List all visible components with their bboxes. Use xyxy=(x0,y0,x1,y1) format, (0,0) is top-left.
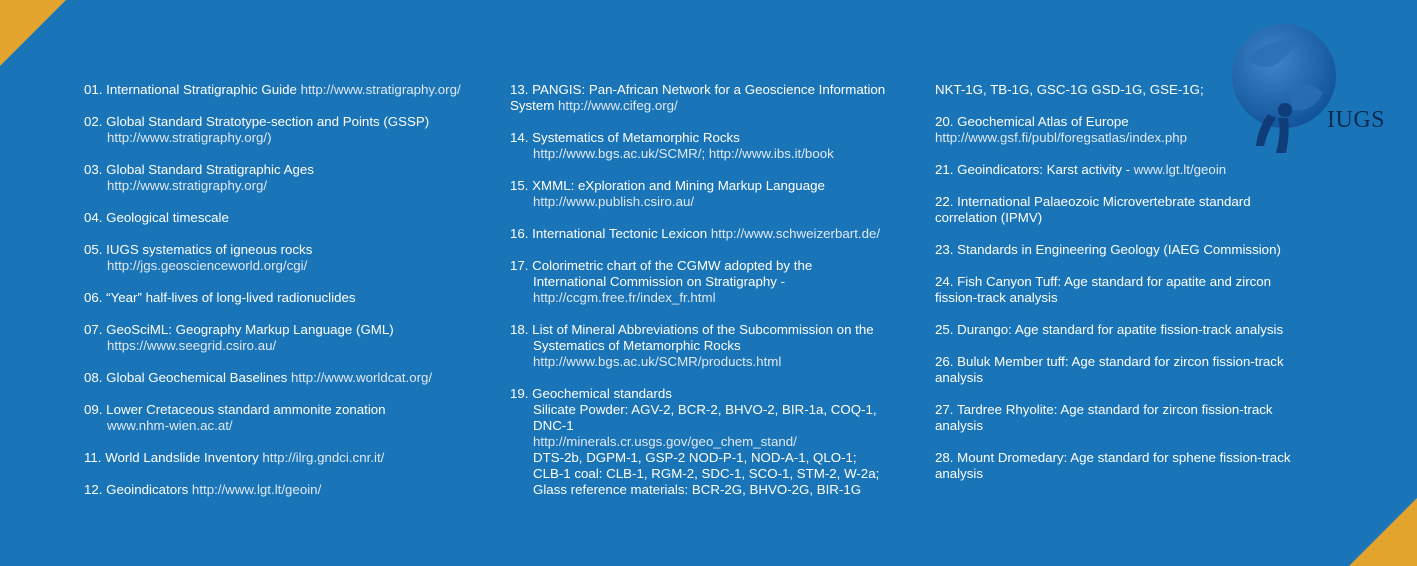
entry-detail: CLB-1 coal: CLB-1, RGM-2, SDC-1, SCO-1, STM-2, W-2a; xyxy=(533,466,880,481)
entry-11 xyxy=(84,450,494,466)
entry-title: 04. Geological timescale xyxy=(84,210,229,225)
entry-detail: DTS-2b, DGPM-1, GSP-2 NOD-P-1, NOD-A-1, QLO-1; xyxy=(533,450,857,465)
column-2 xyxy=(510,82,910,514)
entry-link[interactable]: http://jgs.geoscienceworld.org/cgi/ xyxy=(107,258,308,273)
entry-detail: NKT-1G, TB-1G, GSC-1G GSD-1G, GSE-1G; xyxy=(935,82,1204,97)
entry-link[interactable]: http://ilrg.gndci.cnr.it/ xyxy=(262,450,385,465)
entry-link[interactable]: http://www.stratigraphy.org/ xyxy=(300,82,461,97)
entry-26 xyxy=(935,354,1315,386)
entry-14 xyxy=(510,130,910,162)
entry-title: 17. Colorimetric chart of the CGMW adopted by the xyxy=(510,258,813,273)
entry-link[interactable]: http://www.worldcat.org/ xyxy=(290,370,433,385)
entry-link[interactable]: http://www.bgs.ac.uk/SCMR/products.html xyxy=(533,354,782,369)
entry-title: 08. Global Geochemical Baselines xyxy=(84,370,291,385)
entry-title: 16. International Tectonic Lexicon xyxy=(510,226,711,241)
entry-19 xyxy=(510,386,910,498)
iugs-logo-text: IUGS xyxy=(1327,107,1386,133)
entry-title: 03. Global Standard Stratigraphic Ages xyxy=(84,162,314,177)
entry-22 xyxy=(935,194,1315,226)
entry-title-cont: fission-track analysis xyxy=(935,290,1058,305)
entry-title: 28. Mount Dromedary: Age standard for sphene fission-track xyxy=(935,450,1291,465)
entry-19-continued xyxy=(935,82,1315,98)
column-1 xyxy=(84,82,494,514)
entry-title-cont: System xyxy=(510,98,559,113)
entry-06 xyxy=(84,290,494,306)
entry-13 xyxy=(510,82,910,114)
entry-15 xyxy=(510,178,910,210)
entry-title-cont: analysis xyxy=(935,370,984,385)
entry-18 xyxy=(510,322,910,370)
entry-link[interactable]: http://www.lgt.lt/geoin/ xyxy=(191,482,322,497)
entry-title: 02. Global Standard Stratotype-section and Points (GSSP) xyxy=(84,114,430,129)
entry-title: 11. World Landslide Inventory xyxy=(84,450,263,465)
entry-link[interactable]: http://www.schweizerbart.de/ xyxy=(710,226,881,241)
entry-title: 15. XMML: eXploration and Mining Markup Language xyxy=(510,178,825,193)
entry-link[interactable]: http://minerals.cr.usgs.gov/geo_chem_stand/ xyxy=(533,434,797,449)
entry-title: 07. GeoSciML: Geography Markup Language (GML) xyxy=(84,322,394,337)
entry-title: 06. “Year” half-lives of long-lived radionuclides xyxy=(84,290,356,305)
entry-03 xyxy=(84,162,494,194)
entry-title: 09. Lower Cretaceous standard ammonite zonation xyxy=(84,402,386,417)
entry-27 xyxy=(935,402,1315,434)
entry-title-cont: correlation (IPMV) xyxy=(935,210,1043,225)
entry-23 xyxy=(935,242,1315,258)
entry-20 xyxy=(935,114,1315,146)
entry-12 xyxy=(84,482,494,498)
entry-04 xyxy=(84,210,494,226)
entry-05 xyxy=(84,242,494,274)
entry-title: 20. Geochemical Atlas of Europe xyxy=(935,114,1129,129)
entry-25 xyxy=(935,322,1315,338)
entry-detail: Glass reference materials: BCR-2G, BHVO-2G, BIR-1G xyxy=(533,482,862,497)
entry-link[interactable]: http://www.stratigraphy.org/) xyxy=(107,130,272,145)
entry-09 xyxy=(84,402,494,434)
entry-link[interactable]: http://ccgm.free.fr/index_fr.html xyxy=(533,290,716,305)
entry-21 xyxy=(935,162,1315,178)
entry-title: 25. Durango: Age standard for apatite fission-track analysis xyxy=(935,322,1284,337)
entry-16 xyxy=(510,226,910,242)
entry-title: 13. PANGIS: Pan-African Network for a Geoscience Information xyxy=(510,82,886,97)
entry-detail: Silicate Powder: AGV-2, BCR-2, BHVO-2, BIR-1a, COQ-1, xyxy=(533,402,877,417)
entry-title-cont: analysis xyxy=(935,466,984,481)
entry-title: 14. Systematics of Metamorphic Rocks xyxy=(510,130,740,145)
entry-link[interactable]: www.nhm-wien.ac.at/ xyxy=(107,418,233,433)
entry-title: 21. Geoindicators: Karst activity - xyxy=(935,162,1134,177)
entry-title: 23. Standards in Engineering Geology (IAEG Commission) xyxy=(935,242,1281,257)
entry-02 xyxy=(84,114,494,146)
entry-link[interactable]: http://www.bgs.ac.uk/SCMR/; http://www.ibs.it/book xyxy=(533,146,834,161)
entry-title: 19. Geochemical standards xyxy=(510,386,672,401)
entry-28 xyxy=(935,450,1315,482)
entry-link[interactable]: https://www.seegrid.csiro.au/ xyxy=(107,338,277,353)
entry-title: 12. Geoindicators xyxy=(84,482,192,497)
column-3 xyxy=(935,82,1315,498)
entry-07 xyxy=(84,322,494,354)
entry-title: 27. Tardree Rhyolite: Age standard for zircon fission-track xyxy=(935,402,1273,417)
entry-title-cont: analysis xyxy=(935,418,984,433)
bottom-right-corner-accent xyxy=(1349,498,1417,566)
entry-link[interactable]: http://www.publish.csiro.au/ xyxy=(533,194,695,209)
entry-detail: DNC-1 xyxy=(533,418,574,433)
entry-title-cont: Systematics of Metamorphic Rocks xyxy=(533,338,741,353)
entry-title: 24. Fish Canyon Tuff: Age standard for apatite and zircon xyxy=(935,274,1272,289)
entry-08 xyxy=(84,370,494,386)
entry-link[interactable]: http://www.cifeg.org/ xyxy=(558,98,678,113)
entry-01 xyxy=(84,82,494,98)
entry-title: 01. International Stratigraphic Guide xyxy=(84,82,301,97)
entry-title: 05. IUGS systematics of igneous rocks xyxy=(84,242,313,257)
top-left-corner-accent xyxy=(0,0,66,66)
entry-title: 18. List of Mineral Abbreviations of the Subcommission on the xyxy=(510,322,874,337)
entry-link[interactable]: www.lgt.lt/geoin xyxy=(1133,162,1227,177)
entry-title: 26. Buluk Member tuff: Age standard for zircon fission-track xyxy=(935,354,1284,369)
entry-link[interactable]: http://www.gsf.fi/publ/foregsatlas/index.php xyxy=(935,130,1188,145)
entry-17 xyxy=(510,258,910,306)
entry-title-cont: International Commission on Stratigraphy - xyxy=(533,274,786,289)
entry-24 xyxy=(935,274,1315,306)
entry-link[interactable]: http://www.stratigraphy.org/ xyxy=(107,178,268,193)
entry-title: 22. International Palaeozoic Microvertebrate standard xyxy=(935,194,1251,209)
